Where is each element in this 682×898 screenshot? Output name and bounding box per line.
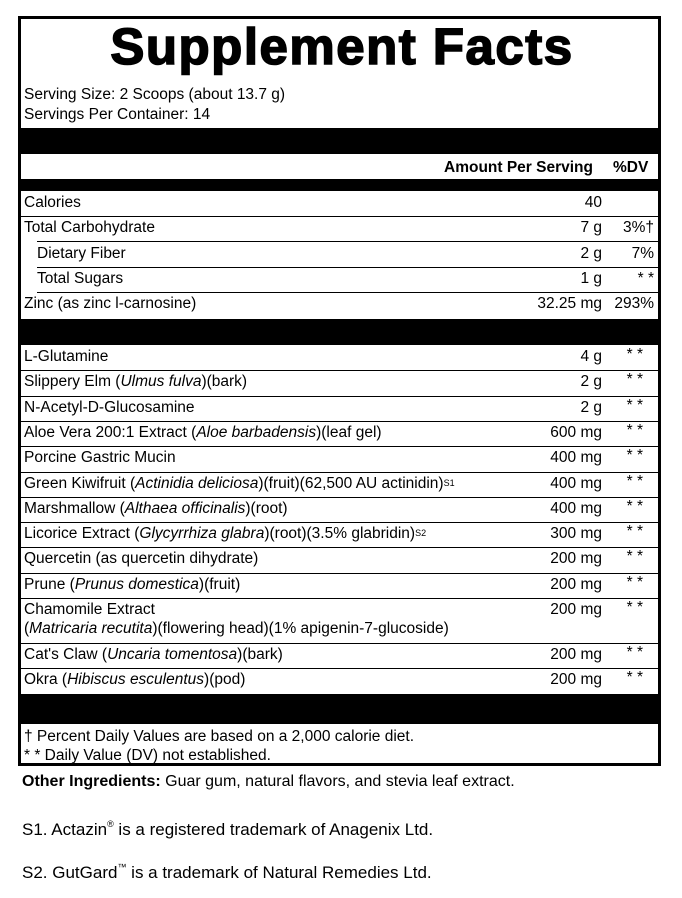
ingredient-amount: 200 mg — [550, 646, 602, 663]
ingredient-text: Slippery Elm ( — [24, 373, 121, 391]
trademark-s2 — [22, 863, 432, 883]
ingredient-name — [24, 500, 288, 518]
ingredient-dv: * * — [626, 421, 643, 439]
footnote-ref: S2 — [415, 528, 427, 539]
ingredient-amount: 600 mg — [550, 423, 602, 441]
ingredient-amount: 400 mg — [550, 499, 602, 517]
latin-name: Glycyrrhiza glabra — [139, 525, 265, 543]
panel-title: Supplement Facts — [110, 18, 574, 75]
row-divider — [21, 547, 658, 548]
row-divider — [37, 241, 658, 242]
amount-per-serving-header: Amount Per Serving — [444, 159, 593, 176]
ingredient-amount: 2 g — [580, 398, 602, 416]
ingredient-name — [24, 373, 247, 391]
other-ingredients-label: Other Ingredients: — [22, 773, 161, 790]
servings-per-container: Servings Per Container: 14 — [24, 106, 211, 123]
latin-name: Uncaria tomentosa — [107, 646, 238, 663]
ingredient-dv: * * — [626, 371, 643, 389]
ingredient-text: ( — [24, 620, 30, 637]
footnote-dv-not-established: * * Daily Value (DV) not established. — [24, 747, 271, 764]
ingredient-amount: 400 mg — [550, 449, 602, 467]
thick-divider — [21, 319, 658, 345]
ingredient-name — [24, 601, 155, 619]
ingredient-dv: * * — [626, 644, 643, 661]
ingredient-text: L-Glutamine — [24, 348, 109, 365]
row-divider — [37, 267, 658, 268]
row-divider — [21, 370, 658, 371]
nutrient-dv: 293% — [614, 295, 654, 313]
row-divider — [21, 668, 658, 669]
nutrient-dv: * * — [637, 269, 654, 287]
ingredient-dv: * * — [626, 669, 643, 687]
nutrient-name: Calories — [24, 194, 81, 211]
registered-mark: ® — [107, 819, 114, 829]
ingredient-amount: 200 mg — [550, 601, 602, 618]
row-divider — [21, 396, 658, 397]
thick-divider — [21, 694, 658, 724]
ingredient-text: N-Acetyl-D-Glucosamine — [24, 398, 195, 416]
latin-name: Ulmus fulva — [120, 373, 202, 391]
ingredient-text: )(fruit)(62,500 AU actinidin) — [258, 474, 444, 492]
ingredient-amount: 4 g — [580, 348, 602, 365]
ingredient-dv: * * — [626, 573, 643, 591]
nutrient-amount: 7 g — [580, 219, 602, 237]
ingredient-amount: 200 mg — [550, 575, 602, 593]
ingredient-name — [24, 424, 382, 442]
nutrient-amount: 40 — [584, 194, 602, 211]
nutrient-amount: 1 g — [580, 269, 602, 287]
row-divider — [21, 522, 658, 523]
ingredient-name — [24, 525, 426, 543]
ingredient-text: Aloe Vera 200:1 Extract ( — [24, 423, 197, 441]
ingredient-name — [24, 475, 455, 493]
medium-divider — [21, 179, 658, 191]
ingredient-text: )(flowering head)(1% apigenin-7-glucoside) — [152, 620, 449, 637]
ingredient-dv: * * — [626, 346, 643, 363]
ingredient-text: )(bark) — [237, 646, 283, 663]
ingredient-amount: 300 mg — [550, 525, 602, 543]
nutrient-amount: 32.25 mg — [537, 295, 602, 313]
trademark-mark: ™ — [117, 862, 127, 872]
ingredient-amount: 400 mg — [550, 474, 602, 492]
latin-name: Actinidia deliciosa — [135, 474, 259, 492]
row-divider — [21, 472, 658, 473]
trademark-s1-text: is a registered trademark of Anagenix Ltd. — [113, 820, 434, 839]
row-divider — [21, 497, 658, 498]
row-divider — [21, 598, 658, 599]
ingredient-name — [24, 576, 240, 594]
ingredient-text: Cat's Claw ( — [24, 646, 108, 663]
other-ingredients — [22, 773, 515, 791]
latin-name: Prunus domestica — [74, 575, 199, 593]
row-divider — [37, 292, 658, 293]
nutrient-amount: 2 g — [580, 244, 602, 262]
nutrient-name: Total Sugars — [37, 269, 124, 287]
ingredient-text: Marshmallow ( — [24, 499, 125, 517]
row-divider — [21, 643, 658, 644]
ingredient-text: )(root) — [245, 499, 288, 517]
row-divider — [21, 216, 658, 217]
ingredient-dv: * * — [626, 497, 643, 515]
ingredient-text: Porcine Gastric Mucin — [24, 449, 176, 467]
supplement-facts-panel — [18, 16, 661, 766]
ingredient-text: )(leaf gel) — [316, 423, 382, 441]
ingredient-name — [24, 449, 176, 467]
dv-header: %DV — [613, 159, 649, 176]
ingredient-amount: 2 g — [580, 373, 602, 391]
trademark-s2-text: is a trademark of Natural Remedies Ltd. — [126, 863, 432, 882]
trademark-s2-prefix: S2. GutGard — [22, 863, 118, 882]
ingredient-name — [24, 550, 258, 568]
ingredient-dv: * * — [626, 599, 643, 616]
nutrient-dv: 3%† — [622, 219, 654, 237]
row-divider — [21, 573, 658, 574]
ingredient-amount: 200 mg — [550, 550, 602, 568]
ingredient-name — [24, 646, 283, 664]
ingredient-name — [24, 671, 245, 689]
nutrient-dv: 7% — [631, 244, 654, 262]
row-divider — [21, 421, 658, 422]
ingredient-text: )(fruit) — [198, 575, 241, 593]
ingredient-text: )(bark) — [201, 373, 248, 391]
row-divider — [21, 446, 658, 447]
latin-name: Aloe barbadensis — [196, 423, 317, 441]
trademark-s1 — [22, 820, 433, 840]
ingredient-text: )(pod) — [204, 671, 246, 689]
ingredient-dv: * * — [626, 447, 643, 465]
nutrient-name: Dietary Fiber — [37, 244, 126, 262]
ingredient-text: Quercetin (as quercetin dihydrate) — [24, 550, 259, 568]
ingredient-dv: * * — [626, 523, 643, 541]
latin-name: Hibiscus esculentus — [67, 671, 205, 689]
ingredient-text: Okra ( — [24, 671, 68, 689]
ingredient-text: Licorice Extract ( — [24, 525, 140, 543]
ingredient-amount: 200 mg — [550, 671, 602, 689]
ingredient-text: Chamomile Extract — [24, 601, 155, 618]
ingredient-text: Prune ( — [24, 575, 75, 593]
serving-size: Serving Size: 2 Scoops (about 13.7 g) — [24, 86, 286, 103]
ingredient-dv: * * — [626, 472, 643, 490]
ingredient-text: Green Kiwifruit ( — [24, 474, 136, 492]
footnote-ref: S1 — [443, 477, 455, 488]
ingredient-dv: * * — [626, 396, 643, 414]
trademark-s1-prefix: S1. Actazin — [22, 820, 108, 839]
other-ingredients-text: Guar gum, natural flavors, and stevia leaf extract. — [160, 773, 515, 790]
footnote-dv-basis: † Percent Daily Values are based on a 2,000 calorie diet. — [24, 728, 415, 745]
ingredient-name — [24, 348, 108, 366]
latin-name: Althaea officinalis — [124, 499, 246, 517]
latin-name: Matricaria recutita — [29, 620, 153, 637]
nutrient-name: Total Carbohydrate — [24, 219, 155, 237]
ingredient-name-continued — [24, 620, 449, 638]
nutrient-name: Zinc (as zinc l-carnosine) — [24, 295, 197, 313]
ingredient-dv: * * — [626, 548, 643, 566]
thick-divider — [21, 128, 658, 154]
ingredient-name — [24, 399, 195, 417]
ingredient-text: )(root)(3.5% glabridin) — [264, 525, 416, 543]
